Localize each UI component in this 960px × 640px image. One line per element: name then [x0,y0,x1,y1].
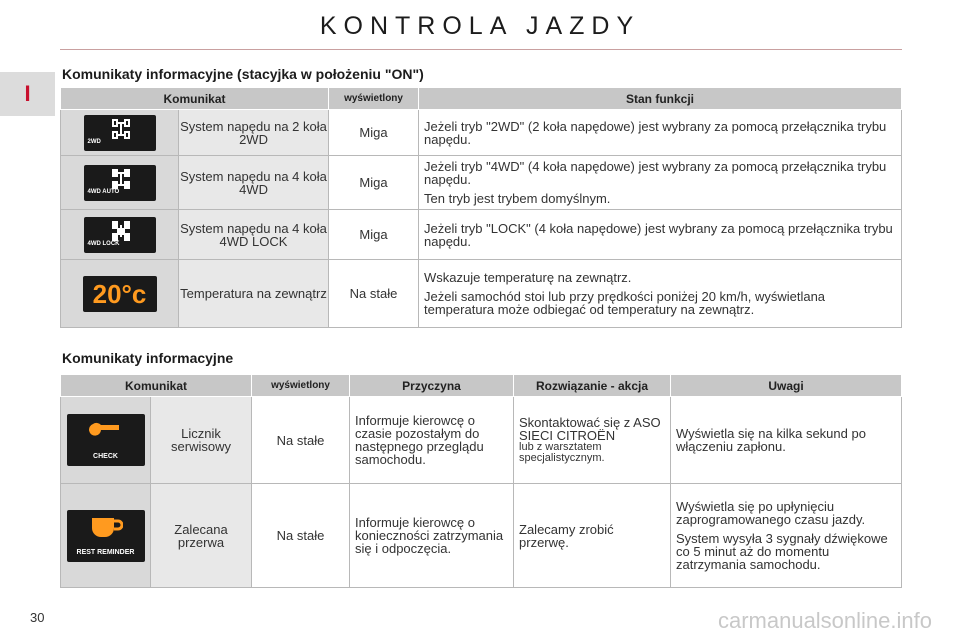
col-header-message: Komunikat [61,375,252,397]
col-header-action: Rozwiązanie - akcja [514,375,671,397]
icon-caption: 2WD [87,138,101,145]
ignition-on-messages-table [60,87,902,328]
state-cell: Wskazuje temperaturę na zewnątrz. Jeżeli samochód stoi lub przy prędkości poniżej 20 km/h, wyświetlana temperatura może odbiegać od temperatury na zewnątrz. [419,260,902,328]
state-cell: Jeżeli tryb "4WD" (4 koła napędowe) jest wybrany za pomocą przełącznika trybu napędu. Ten tryb jest trybem domyślnym. [419,156,902,210]
state-cell: Jeżeli tryb "LOCK" (4 koła napędowe) jest wybrany za pomocą przełącznika trybu napędu. [419,210,902,260]
chapter-tab-label: I [24,81,31,106]
icon-cell [61,484,151,588]
4wd-lock-mode-icon [84,217,156,253]
2wd-mode-icon [84,115,156,151]
action-cell: Zalecamy zrobić przerwę. [514,484,671,588]
notes-cell: Wyświetla się po upłynięciu zaprogramowanego czasu jazdy. System wysyła 3 sygnały dźwiękowe co 5 minut aż do momentu zatrzymania samochodu. [671,484,902,588]
icon-cell [61,260,179,328]
icon-caption: CHECK [93,453,118,460]
icon-cell [61,110,179,156]
coffee-cup-icon [67,510,145,562]
watermark: carmanualsonline.info [717,608,932,633]
icon-caption: REST REMINDER [76,548,135,556]
info-messages-table [60,374,902,588]
action-cell: Skontaktować się z ASO SIECI CITROËN lub z warsztatem specjalistycznym. [514,397,671,484]
message-name: System napędu na 2 koła 2WD [179,110,329,156]
cause-cell: Informuje kierowcę o konieczności zatrzymania się i odpoczęcia. [350,484,514,588]
table-header-row [61,375,902,397]
col-header-displayed: wyświetlony [329,88,419,110]
display-mode: Miga [329,210,419,260]
col-header-state: Stan funkcji [419,88,902,110]
notes-cell: Wyświetla się na kilka sekund po włączeniu zapłonu. [671,397,902,484]
display-mode: Miga [329,110,419,156]
display-mode: Na stałe [329,260,419,328]
4wd-auto-mode-icon [84,165,156,201]
table-row [61,210,902,260]
section-title-on: Komunikaty informacyjne (stacyjka w położeniu "ON") [62,66,424,82]
col-header-displayed: wyświetlony [252,375,350,397]
message-name: System napędu na 4 koła 4WD LOCK [179,210,329,260]
title-divider [60,49,902,50]
cause-cell: Informuje kierowcę o czasie pozostałym do następnego przeglądu samochodu. [350,397,514,484]
page-number: 30 [30,610,45,625]
outside-temperature-display: 20°c [83,276,157,312]
page-title: KONTROLA JAZDY [319,12,641,40]
state-cell: Jeżeli tryb "2WD" (2 koła napędowe) jest wybrany za pomocą przełącznika trybu napędu. [419,110,902,156]
table-header-row [61,88,902,110]
icon-cell [61,210,179,260]
message-name: System napędu na 4 koła 4WD [179,156,329,210]
icon-caption: 4WD LOCK [87,240,120,247]
table-row [61,484,902,588]
table-row [61,260,902,328]
icon-cell [61,156,179,210]
section-title-info: Komunikaty informacyjne [62,350,234,366]
col-header-notes: Uwagi [671,375,902,397]
message-name: Licznik serwisowy [151,397,252,484]
icon-cell [61,397,151,484]
icon-caption: 4WD AUTO [87,188,120,195]
table-row [61,110,902,156]
col-header-message: Komunikat [61,88,329,110]
table-row [61,156,902,210]
message-name: Zalecana przerwa [151,484,252,588]
col-header-cause: Przyczyna [350,375,514,397]
message-name: Temperatura na zewnątrz [179,260,329,328]
display-mode: Na stałe [252,484,350,588]
wrench-check-icon [67,414,145,466]
table-row [61,397,902,484]
display-mode: Na stałe [252,397,350,484]
chapter-tab [0,72,55,116]
display-mode: Miga [329,156,419,210]
